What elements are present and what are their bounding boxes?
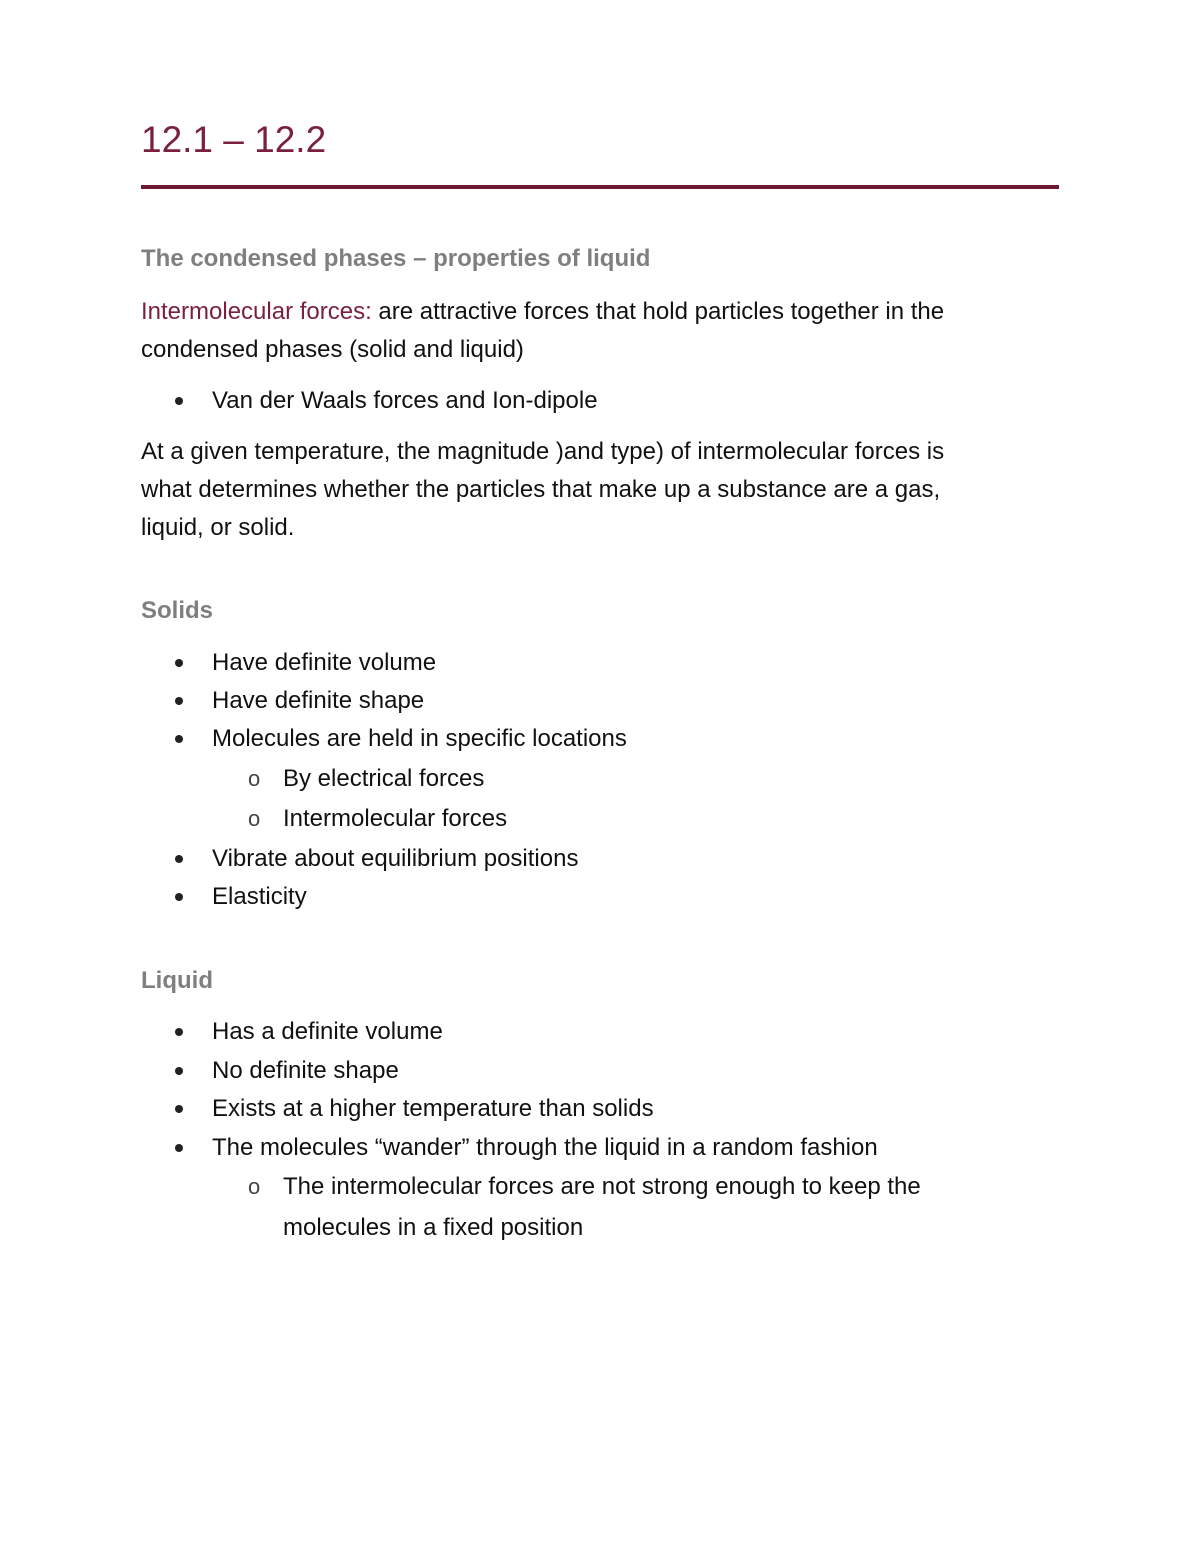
list-item: Vibrate about equilibrium positions	[212, 840, 578, 878]
section-heading-solids: Solids	[141, 597, 214, 624]
list-item: Have definite volume	[212, 644, 436, 682]
section-heading-condensed-phases: The condensed phases – properties of liquid	[141, 245, 651, 272]
definition-line-2: condensed phases (solid and liquid)	[141, 336, 524, 363]
list-item: Elasticity	[212, 878, 307, 916]
temperature-paragraph	[141, 433, 1061, 547]
sub-list-item: Intermolecular forces	[283, 805, 508, 832]
sub-item-line: molecules in a fixed position	[283, 1214, 584, 1241]
list-item: Have definite shape	[212, 682, 424, 720]
list-item: The molecules “wander” through the liquid in a random fashion	[212, 1129, 878, 1167]
list-item: Van der Waals forces and Ion-dipole	[212, 382, 598, 420]
title-divider	[141, 185, 1059, 189]
definition-text: are attractive forces that hold particles together in the	[371, 298, 945, 325]
page-title: 12.1 – 12.2	[141, 119, 327, 160]
intermolecular-definition	[141, 293, 1061, 369]
list-item: No definite shape	[212, 1052, 399, 1090]
sub-bullet-marker: o	[248, 806, 261, 831]
section-heading-liquid: Liquid	[141, 967, 213, 994]
paragraph-line: liquid, or solid.	[141, 514, 295, 541]
sub-bullet-marker: o	[248, 1174, 261, 1199]
sub-list-item: By electrical forces	[283, 765, 485, 792]
list-item: Molecules are held in specific locations	[212, 720, 627, 758]
list-item: Exists at a higher temperature than solids	[212, 1090, 654, 1128]
sub-bullet-marker: o	[248, 766, 261, 791]
list-item: Has a definite volume	[212, 1013, 443, 1051]
paragraph-line: At a given temperature, the magnitude )and type) of intermolecular forces is	[141, 438, 945, 465]
sub-item-line: The intermolecular forces are not strong enough to keep the	[283, 1173, 921, 1200]
definition-term: Intermolecular forces:	[141, 298, 372, 325]
definition-line-1	[141, 293, 1061, 331]
sub-list-item	[283, 1166, 921, 1248]
paragraph-line: what determines whether the particles that make up a substance are a gas,	[141, 476, 941, 503]
